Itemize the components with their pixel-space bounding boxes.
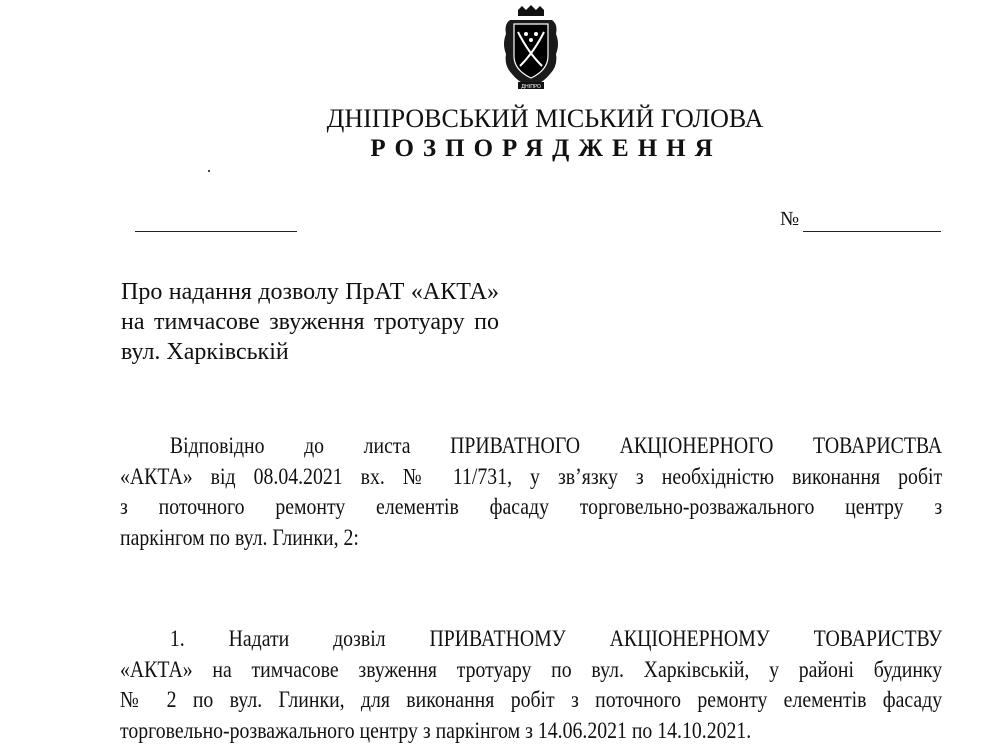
paragraph-line: з поточного ремонту елементів фасаду торговельно-розважального центру з xyxy=(120,492,942,523)
document-subject xyxy=(121,277,499,367)
number-sign: № xyxy=(780,208,799,231)
scan-artifact-dot xyxy=(208,170,210,172)
issuer-title: ДНІПРОВСЬКИЙ МІСЬКИЙ ГОЛОВА xyxy=(0,104,982,134)
subject-line: Про надання дозволу ПрАТ «АКТА» xyxy=(121,277,499,307)
document-type-title: РОЗПОРЯДЖЕННЯ xyxy=(0,135,982,163)
subject-line: на тимчасове звуження тротуару по xyxy=(121,307,499,337)
number-field-line xyxy=(803,231,941,232)
item-1-paragraph xyxy=(120,624,942,746)
svg-text:ДНІПРО: ДНІПРО xyxy=(521,84,541,90)
paragraph-line: Відповідно до листа ПРИВАТНОГО АКЦІОНЕРНОГО ТОВАРИСТВА xyxy=(120,431,942,462)
paragraph-line: «АКТА» від 08.04.2021 вх. № 11/731, у зв’язку з необхідністю виконання робіт xyxy=(120,462,942,493)
paragraph-line: торговельно-розважального центру з паркінгом з 14.06.2021 по 14.10.2021. xyxy=(120,716,942,746)
subject-line: вул. Харківській xyxy=(121,337,499,367)
paragraph-line: № 2 по вул. Глинки, для виконання робіт з поточного ремонту елементів фасаду xyxy=(120,685,942,716)
paragraph-line: «АКТА» на тимчасове звуження тротуару по вул. Харківській, у районі будинку xyxy=(120,655,942,686)
paragraph-line: 1. Надати дозвіл ПРИВАТНОМУ АКЦІОНЕРНОМУ ТОВАРИСТВУ xyxy=(120,624,942,655)
dnipro-coat-of-arms-icon xyxy=(500,4,562,92)
paragraph-line: паркінгом по вул. Глинки, 2: xyxy=(120,523,942,554)
preamble-paragraph xyxy=(120,431,942,553)
date-field-line xyxy=(135,231,297,232)
